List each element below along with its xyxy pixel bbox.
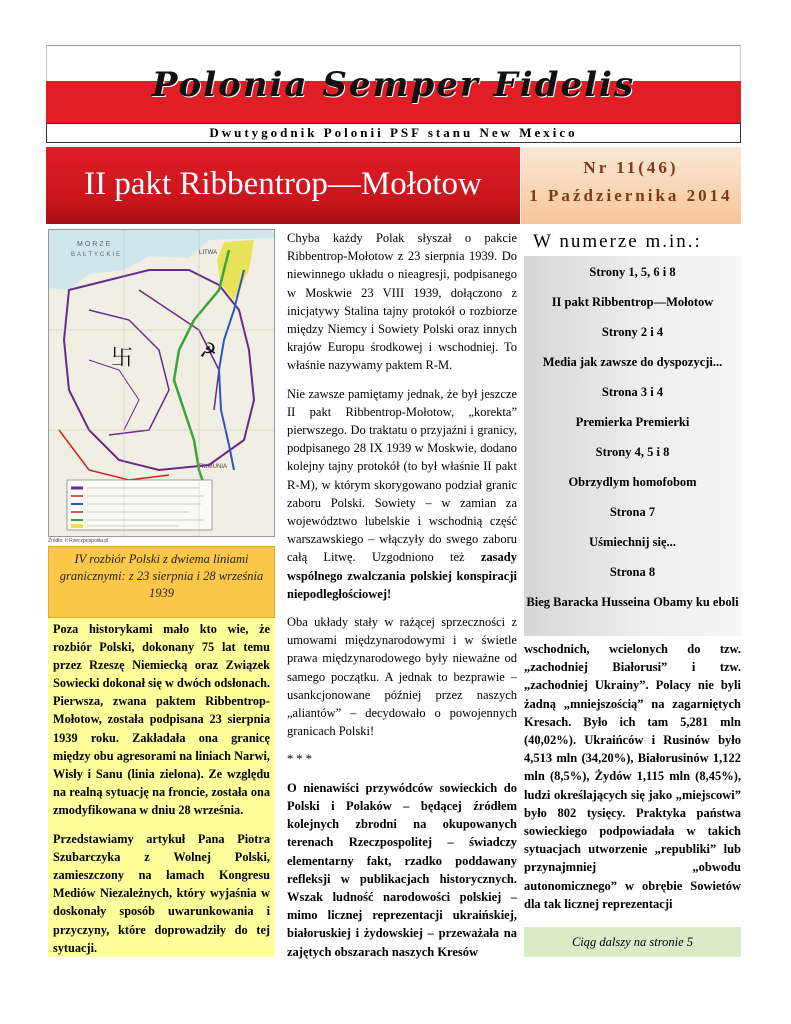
intro-box: [48, 618, 275, 957]
toc-item[interactable]: Strona 3 i 4: [601, 385, 664, 399]
toc-item[interactable]: Premierka Premierki: [575, 415, 690, 429]
toc-title: W numerze m.in.:: [533, 231, 702, 252]
map-label-sea2: BAŁTYCKIE: [71, 252, 123, 258]
article-continuation: wschodnich, wcielonych do tzw. „zachodniej Białorusi” i tzw. „zachodniej Ukrainy”. Polacy nie byli żadną „mniejszością” na zagarniętych Kresach. Było ich tam 5,281 mln (40,02%). Ukraińców i Rusinów było 4,513 mln (34,20%), Białorusinów 1,122 mln (8,5%), Żydów 1,115 mln (8,45%), ludzi określających się jako „miejscowi” było 802 tysięcy. Praktyka państwa sowieckiego podpowiadała w takich sytuacjach utworzenie „republiki” lub przynajmniej „obwodu autonomicznego” w obrębie Sowietów dla tak licznej reprezentacji: [524, 642, 741, 911]
map-label-litwa: LITWA: [199, 250, 218, 256]
issue-number: Nr 11(46): [583, 158, 679, 177]
toc-item[interactable]: Strony 2 i 4: [601, 325, 664, 339]
intro-paragraph-1: Poza historykami mało kto wie, że rozbiór Polski, dokonany 75 lat temu przez Rzeszę Niemiecką oraz Związek Sowiecki dokonał się w dwóch odsłonach. Pierwsza, zwana paktem Ribbentrop-Mołotow, została podpisana 23 sierpnia 1939 roku. Zakładała ona granicę między obu agresorami na liniach Narwi, Wisły i Sanu (linia zielona). Ze względu na realną sytuację na froncie, została ona zmodyfikowana w dniu 28 września.: [53, 622, 270, 817]
map-caption: IV rozbiór Polski z dwiema liniami granicznymi: z 23 sierpnia i 28 września 1939: [48, 546, 275, 618]
article-paragraph-1: Chyba każdy Polak słyszał o pakcie Ribbentrop-Mołotow z 23 sierpnia 1939. Do niewinnego układu o nieagresji, podpisanego w Moskwie 23 VIII 1939, dołączono z inicjatywy Stalina tajny protokół o rozbiorze między Niemcy i Sowiety Polski oraz innych krajów Europu środkowej i wschodniej. To właśnie nazywamy paktem R-M.: [287, 231, 517, 373]
swastika-icon: 卐: [111, 345, 134, 370]
article-paragraph-2-bold: zasady wspólnego zwalczania polskiej konspiracji niepodległościowej!: [287, 550, 517, 601]
toc-box: [524, 256, 741, 636]
article-paragraph-3: Oba układy stały w rażącej sprzeczności z umowami międzynarodowymi i w świetle prawa międzynarodowego były nieważne od samego początku. A jednak to bezprawie – usankcjonowane później przez naszych „aliantów” – decydowało o powojennych granicach Polski!: [287, 615, 517, 739]
partition-map: [48, 229, 275, 537]
toc-item[interactable]: Strony 4, 5 i 8: [595, 445, 670, 459]
toc-item[interactable]: Uśmiechnij się...: [589, 535, 676, 549]
article-paragraph-2: [287, 385, 517, 603]
toc-item[interactable]: Strona 8: [609, 565, 656, 579]
map-graphic: [49, 230, 275, 537]
article-column: [287, 229, 517, 971]
article-separator: * * *: [287, 752, 312, 767]
intro-paragraph-2: Przedstawiamy artykuł Pana Piotra Szubarczyka z Wolnej Polski, zamieszczony na łamach Kongresu Mediów Niezależnych, który wyjaśnia w doskonały sposób uwarunkowania i przyczyny, które doprowadziły do tej sytuacji.: [53, 832, 270, 955]
hammer-sickle-icon: ☭: [199, 340, 217, 362]
toc-item[interactable]: Media jak zawsze do dyspozycji...: [542, 355, 723, 369]
continue-link[interactable]: Ciąg dalszy na stronie 5: [524, 927, 741, 957]
toc-item[interactable]: Obrzydlym homofobom: [568, 475, 697, 489]
map-credit: Źródło: II Rzeczpospolita.pl: [48, 538, 109, 544]
toc-item[interactable]: II pakt Ribbentrop—Mołotow: [551, 295, 714, 309]
map-label-sea1: MORZE: [77, 241, 113, 248]
toc-item[interactable]: Strona 7: [609, 505, 656, 519]
article-paragraph-2-text: Nie zawsze pamiętamy jednak, że był jeszcze II pakt Ribbentrop-Mołotow, „korekta” pierwszego. Do traktatu o przyjaźni i granicy, podpisanego 28 IX 1939 w Moskwie, dodano kolejny tajny protokół (to był właśnie II pakt R-M), w którym skorygowano podział granic zaboru Polski. Sowiety – w zamian za województwo lubelskie i wschodnią część warszawskiego – włączyły do swego zaboru całą Litwę. Uzgodniono też: [287, 386, 517, 565]
masthead: [46, 45, 741, 123]
article-paragraph-4: O nienawiści przywódców sowieckich do Polski i Polaków – będącej źródłem kolejnych zbrodni na okupowanych terenach Rzeczpospolitej – świadczy elementarny fakt, rzadko poddawany refleksji w publikacjach historycznych. Wszak ludność narodowości polskiej – mimo licznej reprezentacji ukraińskiej, białoruskiej i żydowskiej – przeważała na zajętych obszarach naszych Kresów: [287, 780, 517, 959]
issue-date: 1 Października 2014: [529, 186, 733, 205]
headline: II pakt Ribbentrop—Mołotow: [84, 166, 482, 202]
masthead-subtitle: Dwutygodnik Polonii PSF stanu New Mexico: [46, 123, 741, 143]
toc-item[interactable]: Bieg Baracka Husseina Obamy ku eboli: [526, 595, 739, 609]
map-label-rumunia: RUMUNIA: [199, 464, 227, 470]
toc-item[interactable]: Strony 1, 5, 6 i 8: [589, 265, 676, 279]
masthead-title: Polonia Semper Fidelis: [151, 65, 636, 105]
